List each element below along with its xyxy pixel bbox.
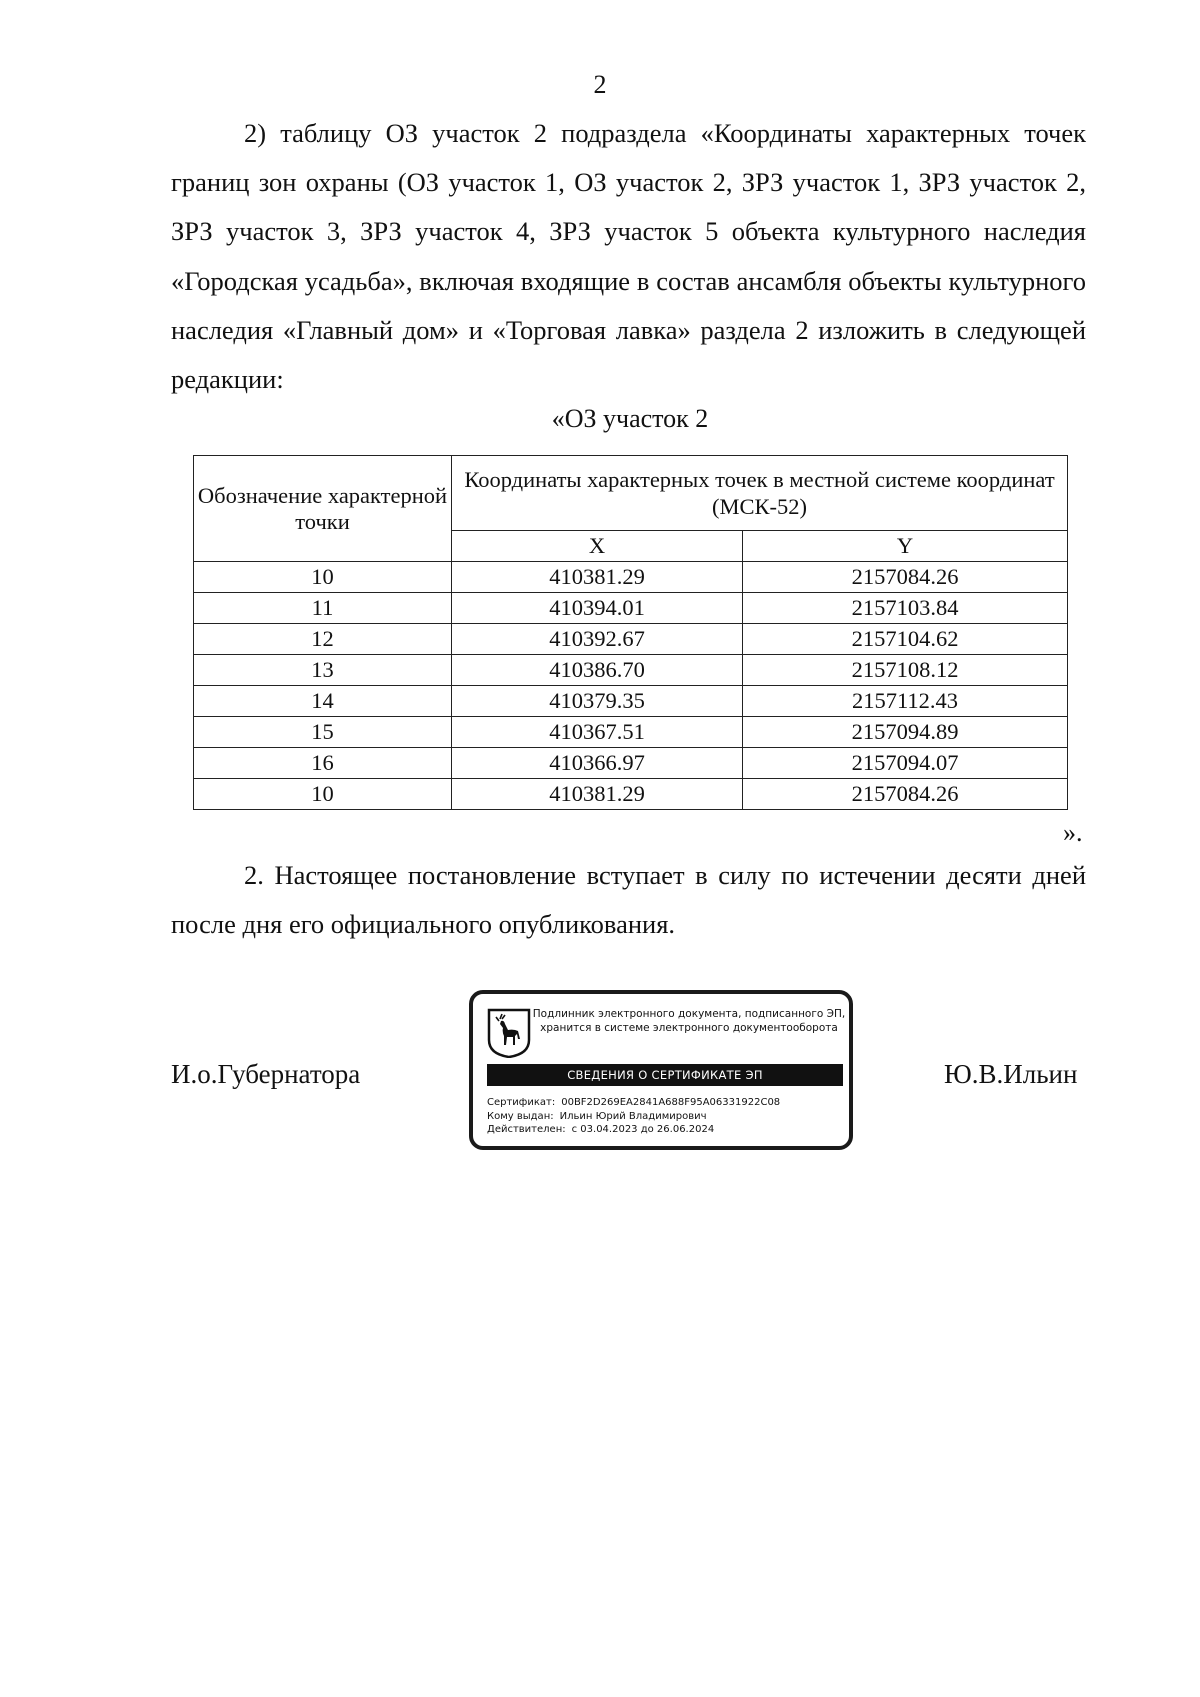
table-row (194, 717, 1068, 748)
cert-label: Сертификат: (487, 1097, 556, 1108)
owner-label: Кому выдан: (487, 1110, 554, 1122)
cell-x: 410381.29 (452, 562, 743, 593)
owner-value: Ильин Юрий Владимирович (559, 1110, 707, 1122)
cell-x: 410367.51 (452, 717, 743, 748)
cell-y: 2157108.12 (743, 655, 1068, 686)
cell-y: 2157112.43 (743, 686, 1068, 717)
cell-x: 410392.67 (452, 624, 743, 655)
cell-y: 2157094.07 (743, 748, 1068, 779)
stamp-notice-line-1: Подлинник электронного документа, подписанного ЭП, (532, 1008, 846, 1020)
certificate-header: СВЕДЕНИЯ О СЕРТИФИКАТЕ ЭП (487, 1064, 843, 1086)
table-row (194, 562, 1068, 593)
table-row (194, 624, 1068, 655)
signatory-title: И.о.Губернатора (171, 1059, 361, 1089)
header-point-designation: Обозначение характерной точки (194, 456, 452, 562)
cell-x: 410366.97 (452, 748, 743, 779)
cell-point: 12 (194, 624, 452, 655)
stamp-notice (531, 1007, 847, 1035)
header-y: Y (743, 531, 1068, 562)
closing-quote: ». (1063, 818, 1083, 847)
cell-y: 2157094.89 (743, 717, 1068, 748)
cell-y: 2157103.84 (743, 593, 1068, 624)
cell-x: 410386.70 (452, 655, 743, 686)
cell-point: 15 (194, 717, 452, 748)
amendment-paragraph: 2) таблицу ОЗ участок 2 подраздела «Координаты характерных точек границ зон охраны (ОЗ участок 1, ОЗ участок 2, ЗРЗ участок 1, ЗРЗ участок 2, ЗРЗ участок 3, ЗРЗ участок 4, ЗРЗ участок 5 объекта культурного наследия «Городская усадьба», включая входящие в состав ансамбля объекты культурного наследия «Главный дом» и «Торговая лавка» раздела 2 изложить в следующей редакции: (171, 118, 1086, 395)
table-row (194, 748, 1068, 779)
cell-point: 16 (194, 748, 452, 779)
header-coordinates: Координаты характерных точек в местной системе координат (МСК-52) (452, 456, 1068, 531)
table-row (194, 593, 1068, 624)
header-x: X (452, 531, 743, 562)
e-signature-stamp (469, 990, 853, 1150)
cell-y: 2157104.62 (743, 624, 1068, 655)
cell-x: 410379.35 (452, 686, 743, 717)
cell-x: 410394.01 (452, 593, 743, 624)
valid-value: с 03.04.2023 до 26.06.2024 (571, 1124, 715, 1135)
table-title: «ОЗ участок 2 (551, 404, 709, 433)
cell-point: 13 (194, 655, 452, 686)
table-row (194, 686, 1068, 717)
table-row (194, 779, 1068, 810)
cell-point: 14 (194, 686, 452, 717)
cell-point: 10 (194, 562, 452, 593)
certificate-details (487, 1096, 780, 1137)
cell-x: 410381.29 (452, 779, 743, 810)
table-row (194, 655, 1068, 686)
stamp-notice-line-2: хранится в системе электронного документооборота (540, 1022, 838, 1034)
coordinates-table (193, 455, 1068, 810)
cell-point: 10 (194, 779, 452, 810)
cert-value: 00BF2D269EA2841A688F95A06331922C08 (561, 1097, 781, 1108)
cell-point: 11 (194, 593, 452, 624)
signatory-name: Ю.В.Ильин (944, 1059, 1078, 1089)
effective-date-paragraph: 2. Настоящее постановление вступает в силу по истечении десяти дней после дня его официального опубликования. (171, 860, 1086, 940)
valid-label: Действителен: (487, 1124, 566, 1135)
deer-emblem-icon (487, 1008, 531, 1058)
cell-y: 2157084.26 (743, 562, 1068, 593)
cell-y: 2157084.26 (743, 779, 1068, 810)
page-number: 2 (593, 70, 607, 99)
